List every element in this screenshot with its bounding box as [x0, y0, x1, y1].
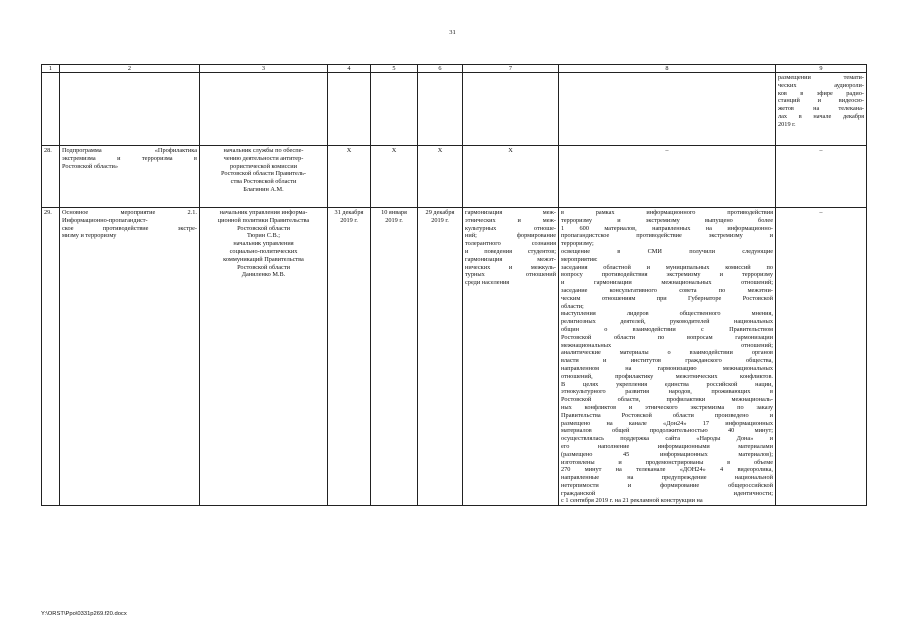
- row-number: 29.: [42, 208, 60, 506]
- cell-text-line: Ростовской области»: [62, 162, 119, 170]
- cell-text-line: станций и видеосю-: [778, 97, 864, 105]
- cell-text-line: заседание консультативного совета по межэтни-: [561, 286, 773, 294]
- actual-end-cell: Х: [418, 146, 463, 208]
- cell-text-line: 1 600 материалов, направленных на информационно-: [561, 224, 773, 232]
- actual-end-cell: [418, 208, 463, 506]
- cell-text-line: Подпрограмма «Профилактика: [62, 147, 197, 154]
- continued-row: [42, 73, 867, 146]
- cell-text-line: терроризму;: [561, 240, 594, 248]
- column-number: 2: [60, 65, 200, 73]
- cell-text-line: направленном на гармонизацию межнациональных: [561, 364, 773, 372]
- cell-text-line: выступления лидеров общественного мнения,: [561, 310, 773, 318]
- cell-text-line: Благинин А.М.: [243, 185, 284, 193]
- planned-results-cell: [463, 208, 559, 506]
- cell-text-line: начальник управления: [233, 240, 294, 248]
- cell-text-line: этнокультурного развития народов, проживающих в: [561, 388, 773, 396]
- cell-text-line: этнических и меж-: [465, 216, 556, 224]
- actual-results-cell: –: [559, 146, 776, 208]
- report-table: [41, 64, 867, 506]
- cell-text-line: общин о взаимодействии с Правительством: [561, 325, 773, 333]
- cell-text-line: ков в эфире радио-: [778, 89, 864, 97]
- cell-text-line: Ростовской области, профилактики межнациональ-: [561, 396, 773, 404]
- cell-text-line: освещение в СМИ получили следующие: [561, 247, 773, 255]
- planned-results-cell: Х: [463, 146, 559, 208]
- cell-text-line: экстремизма и терроризма в: [62, 154, 197, 162]
- cell-text-line: Ростовской области по вопросам гармонизации: [561, 333, 773, 341]
- cell-text-line: в рамках информационного противодействия: [561, 209, 773, 216]
- cell-text-line: гармонизация меж-: [465, 209, 556, 216]
- cell-text-line: и гармонизации межнациональных отношений;: [561, 279, 773, 287]
- measure-name-cell: [60, 146, 200, 208]
- cell-text-line: 2019 г.: [778, 120, 796, 128]
- cell-text-line: жетов на телекана-: [778, 105, 864, 113]
- cell-text-line: осуществлялась поддержка сайта «Народы Дона» и: [561, 435, 773, 443]
- cell-text-line: мизму и терроризму: [62, 232, 117, 240]
- cell-text-line: 2019 г.: [385, 216, 403, 224]
- cell-text-line: нетерпимости и формирование общероссийской: [561, 481, 773, 489]
- cell-text-line: лах в начале декабря: [778, 112, 864, 120]
- actual-start-cell: [371, 208, 418, 506]
- cell-text-line: турных отношений: [465, 271, 556, 279]
- cell-text-line: 2019 г.: [340, 216, 358, 224]
- cell-text-line: направленные на предупреждение национальной: [561, 474, 773, 482]
- actual-start-cell: Х: [371, 146, 418, 208]
- cell-text-line: области;: [561, 302, 584, 310]
- row-number: 28.: [42, 146, 60, 208]
- planned-end-cell: Х: [328, 146, 371, 208]
- cell-text-line: аналитические материалы о взаимодействии органов: [561, 349, 773, 357]
- column-number: 5: [371, 65, 418, 73]
- cell-text-line: ционной политики Правительства: [217, 216, 310, 224]
- cell-text-line: Даниленко М.В.: [241, 271, 286, 279]
- cell-text-line: (размещено 45 информационных материалов);: [561, 450, 773, 458]
- cell-text-line: Основное мероприятие 2.1.: [62, 209, 197, 216]
- cell-text-line: изготовлены и продемонстрированы в объеме: [561, 458, 773, 466]
- cell-text-line: размещено на канале «Дон24» 17 информационных: [561, 419, 773, 427]
- cell-text-line: терроризму и экстремизму выпущено более: [561, 216, 773, 224]
- continued-result-cell: [776, 73, 867, 146]
- cell-text-line: ческих аудиороли-: [778, 81, 864, 89]
- reasons-cell: –: [776, 208, 867, 506]
- table-row-29: [42, 208, 867, 506]
- cell-text-line: среди населения: [465, 279, 510, 287]
- cell-text-line: ское противодействие экстре-: [62, 224, 197, 232]
- cell-text-line: культурных отноше-: [465, 224, 556, 232]
- responsible-cell: [200, 208, 328, 506]
- cell-text-line: ства Ростовской области: [230, 178, 297, 186]
- cell-text-line: Тюрин С.В.;: [247, 232, 280, 240]
- file-path-footer: Y:\ORST\Ppo\0331p269.f20.docx: [41, 611, 127, 617]
- cell-text-line: межнациональных отношений;: [561, 341, 773, 349]
- column-number: 3: [200, 65, 328, 73]
- cell-text-line: рористической комиссии: [230, 162, 297, 170]
- cell-text-line: В целях укрепления единства российской нации,: [561, 380, 773, 388]
- cell-text-line: размещении темати-: [778, 74, 864, 81]
- responsible-cell: [200, 146, 328, 208]
- column-number: 8: [559, 65, 776, 73]
- cell-text-line: отношений, профилактику межэтнических конфликтов.: [561, 372, 773, 380]
- cell-text-line: Правительства Ростовской области произведено и: [561, 411, 773, 419]
- column-number: 6: [418, 65, 463, 73]
- table-row-28: [42, 146, 867, 208]
- cell-text-line: с 1 сентября 2019 г. на 21 рекламной конструкции на: [561, 497, 703, 505]
- cell-text-line: пропагандистское противодействие экстремизму и: [561, 232, 773, 240]
- planned-end-cell: [328, 208, 371, 506]
- cell-text-line: чению деятельности антитер-: [223, 154, 304, 162]
- column-number-row: [42, 65, 867, 73]
- cell-text-line: заседания областной и муниципальных комиссий по: [561, 263, 773, 271]
- measure-name-cell: [60, 208, 200, 506]
- page-number: 31: [449, 29, 456, 36]
- cell-text-line: Информационно-пропагандист-: [62, 216, 148, 224]
- cell-text-line: 29 декабря: [425, 209, 455, 216]
- cell-text-line: его наполнение информационными материалами: [561, 442, 773, 450]
- cell-text-line: социально-политических: [229, 247, 298, 255]
- cell-text-line: гармонизация межэт-: [465, 255, 556, 263]
- cell-text-line: Ростовской области Правитель-: [221, 170, 306, 178]
- cell-text-line: власти и институтов гражданского общества,: [561, 357, 773, 365]
- cell-text-line: 31 декабря: [334, 209, 364, 216]
- cell-text-line: гражданской идентичности;: [561, 489, 773, 497]
- cell-text-line: мероприятия:: [561, 255, 598, 263]
- cell-text-line: ных конфликтов и этнического экстремизма по заказу: [561, 403, 773, 411]
- cell-text-line: Ростовской области: [237, 263, 290, 271]
- cell-text-line: начальник управления информа-: [219, 209, 308, 216]
- cell-text-line: начальник службы по обеспе-: [223, 147, 304, 154]
- cell-text-line: и поведения студентов;: [465, 247, 556, 255]
- cell-text-line: 2019 г.: [431, 216, 449, 224]
- column-number: 7: [463, 65, 559, 73]
- cell-text-line: Ростовской области: [237, 224, 290, 232]
- cell-text-line: религиозных деятелей, руководителей национальных: [561, 318, 773, 326]
- column-number: 4: [328, 65, 371, 73]
- reasons-cell: –: [776, 146, 867, 208]
- cell-text-line: толерантного сознания: [465, 240, 556, 248]
- column-number: 9: [776, 65, 867, 73]
- cell-text-line: 10 января: [381, 209, 407, 216]
- cell-text-line: 270 минут на телеканале «ДОН24» 4 видеоролика,: [561, 466, 773, 474]
- cell-text-line: ческим отношениям при Губернаторе Ростовской: [561, 294, 773, 302]
- cell-text-line: материалов общей продолжительностью 40 минут;: [561, 427, 773, 435]
- cell-text-line: ний; формирование: [465, 232, 556, 240]
- actual-results-cell: [559, 208, 776, 506]
- cell-text-line: коммуникаций Правительства: [223, 255, 304, 263]
- cell-text-line: нических и межкуль-: [465, 263, 556, 271]
- cell-text-line: вопросу противодействия экстремизму и терроризму: [561, 271, 773, 279]
- column-number: 1: [42, 65, 60, 73]
